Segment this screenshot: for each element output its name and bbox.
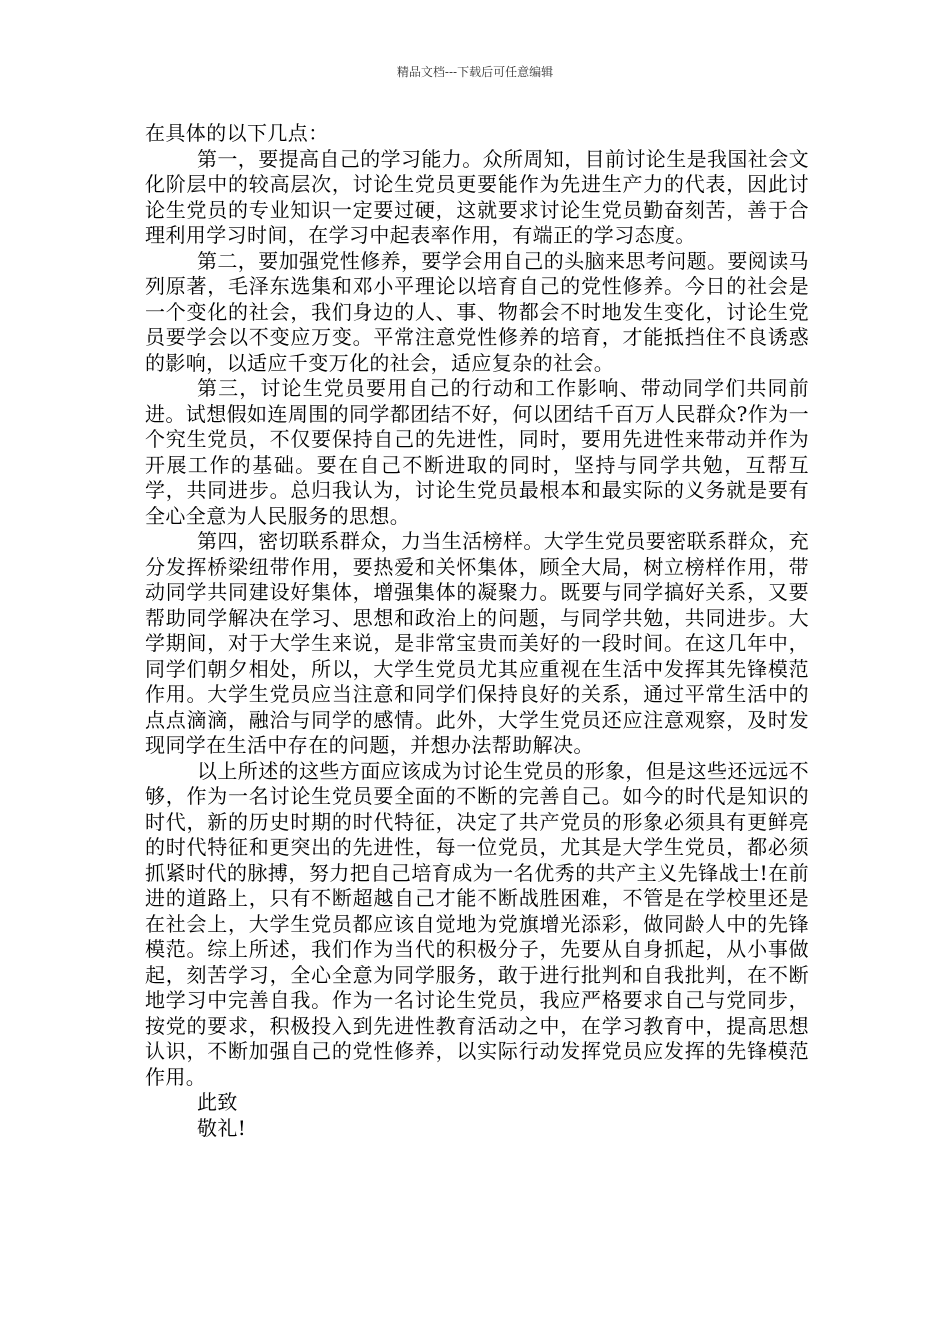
page-header: 精品文档---下载后可任意编辑 — [396, 65, 554, 79]
paragraph-3: 第三，讨论生党员要用自己的行动和工作影响、带动同学们共同前进。试想假如连周围的同学都团结不好，何以团结千百万人民群众?作为一个究生党员，不仅要保持自己的先进性，同时，要用先进性来带动并作为开展工作的基础。要在自己不断进取的同时，坚持与同学共勉，互帮互学，共同进步。总归我认为，讨论生党员最根本和最实际的义务就是要有全心全意为人民服务的思想。 — [145, 376, 809, 528]
paragraph-5: 以上所述的这些方面应该成为讨论生党员的形象，但是这些还远远不够，作为一名讨论生党员要全面的不断的完善自己。如今的时代是知识的时代，新的历史时期的时代特征，决定了共产党员的形象必须具有更鲜亮的时代特征和更突出的先进性，每一位党员，尤其是大学生党员，都必须抓紧时代的脉搏，努力把自己培育成为一名优秀的共产主义先锋战士!在前进的道路上，只有不断超越自己才能不断战胜困难，不管是在学校里还是在社会上，大学生党员都应该自觉地为党旗增光添彩，做同龄人中的先锋模范。综上所述，我们作为当代的积极分子，先要从自身抓起，从小事做起，刻苦学习，全心全意为同学服务，敢于进行批判和自我批判，在不断地学习中完善自我。作为一名讨论生党员，我应严格要求自己与党同步，按党的要求，积极投入到先进性教育活动之中，在学习教育中，提高思想认识，不断加强自己的党性修养，以实际行动发挥党员应发挥的先锋模范作用。 — [145, 758, 809, 1089]
paragraph-4: 第四，密切联系群众，力当生活榜样。大学生党员要密联系群众，充分发挥桥梁纽带作用，要热爱和关怀集体，顾全大局，树立榜样作用，带动同学共同建设好集体，增强集体的凝聚力。既要与同学搞好关系，又要帮助同学解决在学习、思想和政治上的问题，与同学共勉，共同进步。大学期间，对于大学生来说，是非常宝贵而美好的一段时间。在这几年中，同学们朝夕相处，所以，大学生党员尤其应重视在生活中发挥其先锋模范作用。大学生党员应当注意和同学们保持良好的关系，通过平常生活中的点点滴滴，融洽与同学的感情。此外，大学生党员还应注意观察，及时发现同学在生活中存在的问题，并想办法帮助解决。 — [145, 529, 809, 757]
closing-salutation: 此致 — [197, 1090, 238, 1114]
document-body — [145, 121, 809, 1141]
intro-line: 在具体的以下几点： — [145, 121, 329, 145]
closing-regards: 敬礼! — [197, 1115, 247, 1140]
paragraph-2: 第二，要加强党性修养，要学会用自己的头脑来思考问题。要阅读马列原著，毛泽东选集和邓小平理论以培育自己的党性修养。今日的社会是一个变化的社会，我们身边的人、事、物都会不时地发生变化，讨论生党员要学会以不变应万变。平常注意党性修养的培育，才能抵挡住不良诱惑的影响，以适应千变万化的社会，适应复杂的社会。 — [145, 248, 809, 375]
paragraph-1: 第一，要提高自己的学习能力。众所周知，目前讨论生是我国社会文化阶层中的较高层次，讨论生党员更要能作为先进生产力的代表，因此讨论生党员的专业知识一定要过硬，这就要求讨论生党员勤奋刻苦，善于合理利用学习时间，在学习中起表率作用，有端正的学习态度。 — [145, 146, 809, 247]
